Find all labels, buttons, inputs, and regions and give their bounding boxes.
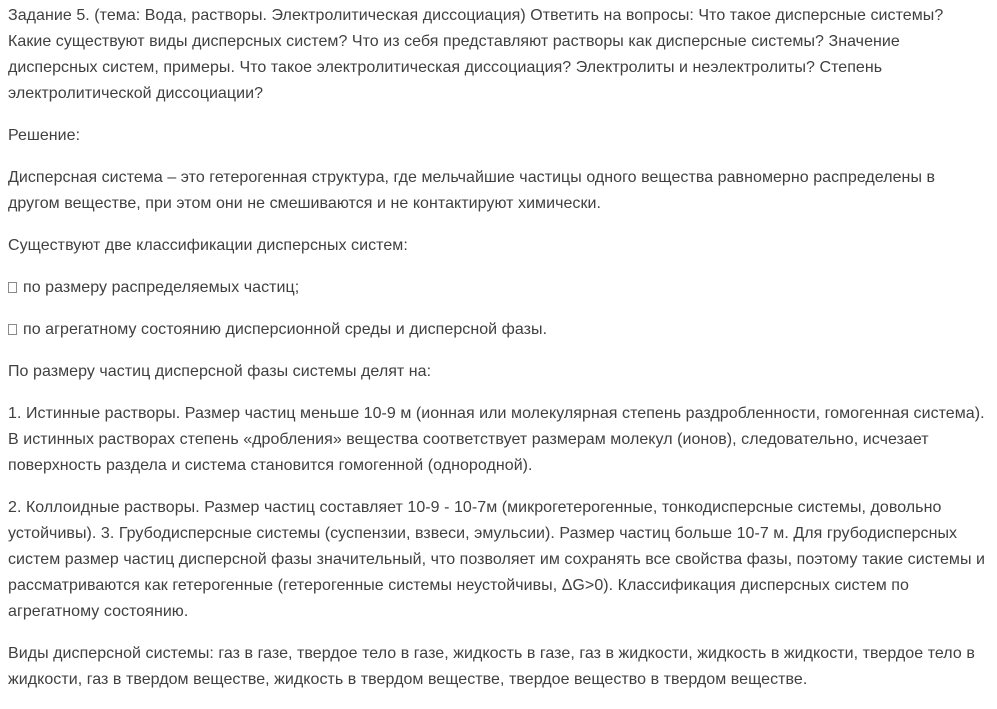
- bullet-item: [8, 317, 988, 343]
- bullet-text: по размеру распределяемых частиц;: [23, 279, 300, 296]
- task-paragraph: Задание 5. (тема: Вода, растворы. Электролитическая диссоциация) Ответить на вопросы: Что такое дисперсные системы? Какие существуют виды дисперсных систем? Что из себя представляют растворы как дисперсные системы? Значение дисперсных систем, примеры. Что такое электролитическая диссоциация? Электролиты и неэлектролиты? Степень электролитической диссоциации?: [8, 7, 944, 102]
- bullet-icon: [8, 282, 17, 293]
- true-solutions-paragraph: 1. Истинные растворы. Размер частиц меньше 10-9 м (ионная или молекулярная степень раздробленности, гомогенная система). В истинных растворах степень «дробления» вещества соответствует размерам молекул (ионов), следовательно, исчезает поверхность раздела и система становится гомогенной (однородной).: [8, 405, 985, 474]
- bullet-item: [8, 275, 988, 301]
- bullet-text: по агрегатному состоянию дисперсионной среды и дисперсной фазы.: [23, 321, 548, 338]
- classifications-intro: Существуют две классификации дисперсных систем:: [8, 237, 408, 254]
- bullet-icon: [8, 324, 17, 335]
- definition-paragraph: Дисперсная система – это гетерогенная структура, где мельчайшие частицы одного вещества равномерно распределены в другом веществе, при этом они не смешиваются и не контактируют химически.: [8, 169, 936, 212]
- solution-label: Решение:: [8, 127, 81, 144]
- by-size-intro: По размеру частиц дисперсной фазы системы делят на:: [8, 363, 432, 380]
- dispersion-types-paragraph: Виды дисперсной системы: газ в газе, твердое тело в газе, жидкость в газе, газ в жидкости, жидкость в жидкости, твердое тело в жидкости, газ в твердом веществе, жидкость в твердом веществе, твердое вещество в твердом веществе.: [8, 645, 975, 688]
- document-body: [8, 3, 988, 709]
- colloid-solutions-paragraph: 2. Коллоидные растворы. Размер частиц составляет 10-9 - 10-7м (микрогетерогенные, тонкодисперсные системы, довольно устойчивы). 3. Грубодисперсные системы (суспензии, взвеси, эмульсии). Размер частиц больше 10-7 м. Для грубодисперсных систем размер частиц дисперсной фазы значительный, что позволяет им сохранять все свойства фазы, поэтому такие системы и рассматриваются как гетерогенные (гетерогенные системы неустойчивы, ΔG>0). Классификация дисперсных систем по агрегатному состоянию.: [8, 499, 985, 620]
